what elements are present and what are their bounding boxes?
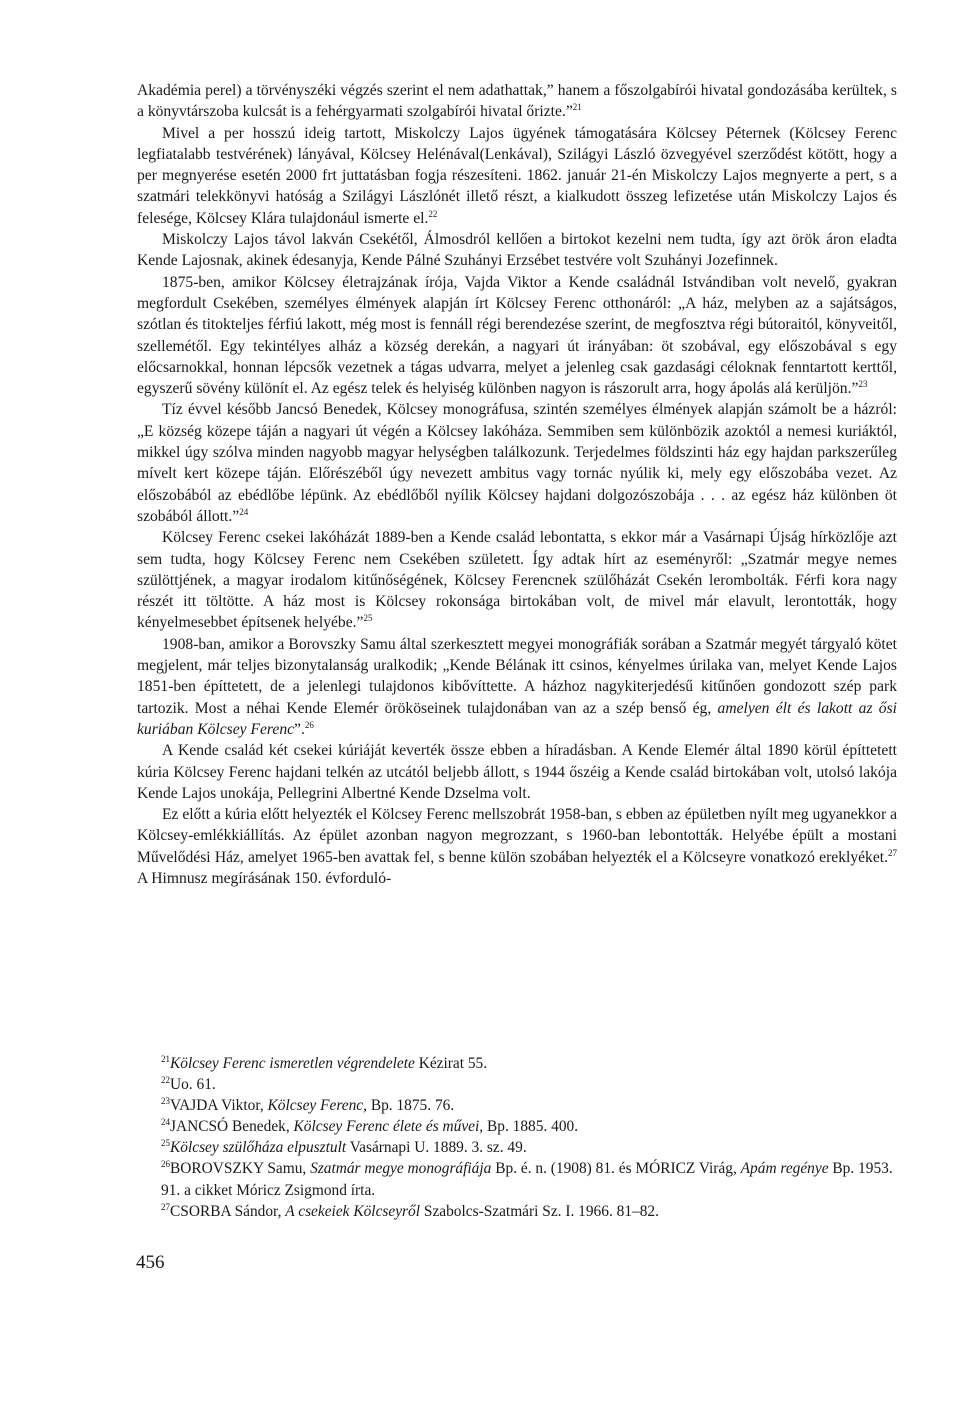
footnote [137, 1201, 897, 1222]
text-run: Ez előtt a kúria előtt helyezték el Kölcsey Ferenc mellszobrát 1958-ban, s ebben az épületben nyílt meg ugyanekkor a Kölcsey-emlékkiállítás. Az épület azonban nagyon megrozzant, s 1960-ban lebontották. Helyébe épült a mostani Művelődési Ház, amelyet 1965-ben avattak fel, s benne külön szobában helyezték el a Kölcseyre vonatkozó ereklyéket. [137, 806, 897, 866]
italic-text: Apám regénye [740, 1160, 829, 1178]
footnote-ref: 26 [304, 719, 314, 730]
text-run: Bp. é. n. (1908) 81. és MÓRICZ Virág, [491, 1160, 741, 1178]
italic-text: Szatmár megye monográfiája [310, 1160, 492, 1178]
text-run: Mivel a per hosszú ideig tartott, Miskolczy Lajos ügyének támogatására Kölcsey Péternek (Kölcsey Ferenc legfiatalabb testvérének) lányával, Kölcsey Helénával(Lenkával), Szilágyi László özvegyével szerződést kötött, hogy a per megnyerése esetén 2000 frt juttatásban fogja részesíteni. 1862. január 21-én Miskolczy Lajos megnyerte a pert, s a szatmári telekkönyvi hatóság a Szilágyi Lászlónét illető részt, a kialkudott összeg lefizetése után Miskolczy Lajos és felesége, Kölcsey Klára tulajdonául ismerte el. [137, 124, 897, 227]
text-run: BOROVSZKY Samu, [170, 1160, 311, 1178]
footnote-ref: 23 [161, 1096, 170, 1107]
footnote-ref: 27 [888, 847, 897, 858]
footnote-ref: 23 [858, 378, 868, 389]
paragraph [137, 804, 897, 889]
italic-text: Kölcsey Ferenc ismeretlen végrendelete [170, 1055, 415, 1072]
paragraph [137, 80, 897, 123]
text-run: Uo. 61. [170, 1076, 216, 1094]
italic-text: Kölcsey Ferenc, [267, 1097, 367, 1115]
paragraph [137, 399, 897, 527]
italic-text: Kölcsey szülőháza elpusztult [170, 1139, 347, 1157]
footnote [137, 1158, 897, 1200]
footnote-ref: 24 [161, 1117, 170, 1128]
body-text [137, 80, 897, 889]
text-run: ”. [294, 720, 305, 738]
footnote [137, 1095, 897, 1116]
paragraph [137, 527, 897, 633]
text-run: 1908-ban, amikor a Borovszky Samu által szerkesztett megyei monográfiák sorában a Szatmár megyét tárgyaló kötet megjelent, már teljes bizonytalanság uralkodik; „Kende Bélának itt csinos, kényelmes úrilaka van, melyet Kende Lajos 1851-ben építtetett, de a jelenlegi tulajdonos kibővíttette. A házhoz nagykiterjedésű kitűnően gondozott szép park tartozik. Most a néhai Kende Elemér örököseinek tulajdonában van az a szép benső ég, [137, 635, 897, 717]
paragraph [137, 634, 897, 740]
italic-text: amelyen élt és lakott az ősi kuriában Kölcsey Ferenc [137, 699, 897, 738]
footnote-ref: 21 [161, 1053, 170, 1064]
footnote-ref: 25 [161, 1138, 170, 1149]
page-number: 456 [136, 1252, 165, 1273]
italic-text: A csekeiek Kölcseyről [285, 1202, 421, 1220]
text-run: Miskolczy Lajos távol lakván Csekétől, Álmosdról kellően a birtokot kezelni nem tudta, így azt örök áron eladta Kende Lajosnak, akinek édesanyja, Kende Pálné Szuhányi Erzsébet testvére volt Szuhányi Jozefinnek. [137, 231, 897, 270]
text-run: VAJDA Viktor, [170, 1097, 268, 1115]
footnote-ref: 27 [161, 1201, 170, 1212]
text-run: CSORBA Sándor, [170, 1202, 286, 1220]
footnote-ref: 24 [239, 506, 249, 517]
text-run: A Kende család két csekei kúriáját keverték össze ebben a híradásban. A Kende Elemér által 1890 körül építtetett kúria Kölcsey Ferenc hajdani telkén az utcától beljebb állott, s 1944 őszéig a Kende család birtokában volt, utolsó lakója Kende Lajos unokája, Pellegrini Albertné Kende Dzselma volt. [137, 742, 897, 802]
footnote-ref: 21 [572, 102, 582, 113]
text-run: Tíz évvel később Jancsó Benedek, Kölcsey monográfusa, szintén személyes élmények alapján számolt be a házról: „E község közepe táján a nagyari út végén a Kölcsey lakóháza. Semmiben sem különbözik azoktól a nemesi kuriáktól, mikkel úgy szólva minden nagyobb magyar helységben találkozunk. Terjedelmes földszinti ház egy hajdan parkszerűleg mívelt kert közepe táján. Előrészéből úgy nevezett ambitus vagy tornác nyúlik ki, mely egy előszobába vezet. Az előszobából az ebédlőbe lépünk. Az ebédlőből nyílik Kölcsey hajdani dolgozószobája . . . az egész ház különben öt szobából állott.” [137, 401, 897, 525]
text-run: Bp. 1953. 91. a cikket Móricz Zsigmond írta. [161, 1160, 893, 1199]
text-run: Bp. 1885. 400. [483, 1118, 579, 1136]
text-run: A Himnusz megírásának 150. évforduló- [137, 869, 392, 887]
text-run: Bp. 1875. 76. [366, 1097, 455, 1115]
text-run: Kézirat 55. [414, 1055, 488, 1072]
paragraph [137, 229, 897, 272]
paragraph [137, 272, 897, 400]
footnote [137, 1137, 897, 1158]
text-run: Akadémia perel) a törvényszéki végzés szerint el nem adathattak,” hanem a főszolgabírói hivatal gondozásába kerültek, s a könyvtárszoba kulcsát is a fehérgyarmati szolgabírói hivatal őrizte.” [137, 82, 897, 121]
paragraph [137, 740, 897, 804]
text-run: JANCSÓ Benedek, [170, 1118, 294, 1136]
italic-text: Kölcsey Ferenc élete és művei, [293, 1118, 484, 1136]
paragraph [137, 123, 897, 229]
footnote-ref: 22 [161, 1074, 170, 1085]
footnote-ref: 22 [428, 208, 438, 219]
text-run: Vasárnapi U. 1889. 3. sz. 49. [346, 1139, 527, 1157]
footnote [137, 1116, 897, 1137]
text-run: 1875-ben, amikor Kölcsey életrajzának írója, Vajda Viktor a Kende családnál Istvándiban volt nevelő, gyakran megfordult Csekében, személyes élmények alapján írt Kölcsey Ferenc otthonáról: „A ház, melyben az a sajátságos, szótlan és titokteljes férfiú lakott, még most is fennáll régi berendezése szerint, de megfosztva régi bútoraitól, könyveitől, szellemétől. Egy tekintélyes alház a község derekán, a nagyari út irányában: öt szobával, egy előszobával s egy előcsarnokkal, honnan lépcsők vezetnek a tágas udvarra, melyet a jelenleg csak gazdasági céloknak fenntartott kerttől, egyszerű sövény különít el. Az egész telek és helyiség különben nagyon is rászorult arra, hogy ápolás alá kerüljön.” [137, 273, 897, 398]
footnote-ref: 26 [161, 1159, 170, 1170]
footnote [137, 1053, 897, 1074]
text-run: Szabolcs-Szatmári Sz. I. 1966. 81–82. [420, 1202, 659, 1220]
footnotes [137, 1053, 897, 1222]
text-run: Kölcsey Ferenc csekei lakóházát 1889-ben a Kende család lebontatta, s ekkor már a Vasárnapi Újság hírközlője azt sem tudta, hogy Kölcsey Ferenc nem Csekében született. Így adtak hírt az eseményről: „Szatmár megye nemes szülöttjének, a magyar irodalom kitűnőségének, Kölcsey Ferencnek szülőházát Csekén lerombolták. Férfi kora nagy részét itt töltötte. A ház most is Kölcsey rokonsága birtokában volt, de mivel már elavult, lerontották, hogy kényelmesebbet építsenek helyébe.” [137, 529, 897, 632]
footnote [137, 1074, 897, 1095]
footnote-ref: 25 [363, 613, 373, 624]
